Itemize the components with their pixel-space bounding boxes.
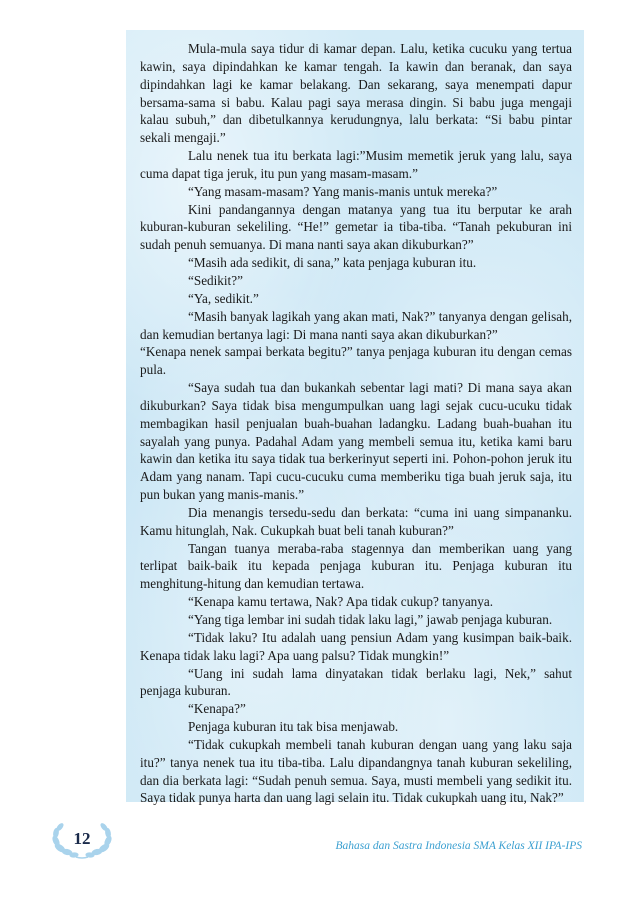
story-paragraph: “Tidak laku? Itu adalah uang pensiun Adam yang kusimpan baik-baik. Kenapa tidak laku lagi? Apa uang palsu? Tidak mungkin!” — [140, 629, 572, 663]
story-paragraph: Dia menangis tersedu-sedu dan berkata: “cuma ini uang simpananku. Kamu hitunglah, Nak. Cukupkah buat beli tanah kuburan?” — [140, 504, 572, 538]
story-paragraph: “Yang masam-masam? Yang manis-manis untuk mereka?” — [188, 183, 498, 199]
story-paragraph: Tangan tuanya meraba-raba stagennya dan memberikan uang yang terlipat baik-baik itu kepada penjaga kuburan itu. Penjaga kuburan itu menghitung-hitung dan kemudian tertawa. — [140, 540, 572, 592]
story-paragraph: “Uang ini sudah lama dinyatakan tidak berlaku lagi, Nek,” sahut penjaga kuburan. — [140, 665, 572, 699]
story-body — [140, 40, 572, 807]
story-paragraph: “Tidak cukupkah membeli tanah kuburan dengan uang yang laku saja itu?” tanya nenek tua itu tiba-tiba. Lalu dipandangnya tanah kuburan sekeliling, dan dia berkata lagi: “Sudah penuh semua. Saya, musti membeli yang sedikit itu. Saya tidak punya harta dan uang lagi selain itu. Tidak cukupkah uang itu, Nak?” — [140, 736, 572, 806]
story-paragraph: “Saya sudah tua dan bukankah sebentar lagi mati? Di mana saya akan dikuburkan? Saya tidak bisa mengumpulkan uang lagi sejak cucu-ucuku tidak membagikan hasil penjualan buah-buahan ladangku. Ladang buah-buahan itu sayalah yang punya. Padahal Adam yang membeli semua itu, ketika kami baru kawin dan ketika itu saya tidak tua berkerinyut seperti ini. Pohon-pohon jeruk itu Adam yang nanam. Tapi cucu-cucuku cuma memberiku tiga buah jeruk saja, itu pun bukan yang manis-manis.” — [140, 380, 572, 503]
story-paragraph: “Ya, sedikit.” — [188, 290, 259, 306]
story-paragraph: “Yang tiga lembar ini sudah tidak laku lagi,” jawab penjaga kuburan. — [188, 612, 553, 627]
story-paragraph: “Kenapa kamu tertawa, Nak? Apa tidak cukup? tanyanya. — [188, 594, 494, 610]
story-paragraph: “Masih ada sedikit, di sana,” kata penjaga kuburan itu. — [188, 255, 477, 271]
page-number-badge — [50, 822, 114, 860]
story-paragraph: Kini pandangannya dengan matanya yang tua itu berputar ke arah kuburan-kuburan sekeliling. “He!” gemetar ia tiba-tiba. “Tanah pekuburan ini sudah penuh semuanya. Di mana nanti saya akan dikuburkan?” — [140, 201, 572, 253]
story-paragraph: “Masih banyak lagikah yang akan mati, Nak?” tanyanya dengan gelisah, dan kemudian bertanya lagi: Di mana nanti saya akan dikuburkan?” — [140, 308, 572, 342]
story-paragraph: Lalu nenek tua itu berkata lagi:”Musim memetik jeruk yang lalu, saya cuma dapat tiga jeruk, itu pun yang masam-masam.” — [140, 148, 572, 181]
page-number: 12 — [73, 829, 91, 848]
story-paragraph: “Kenapa nenek sampai berkata begitu?” tanya penjaga kuburan itu dengan cemas pula. — [140, 344, 572, 378]
book-title-footer: Bahasa dan Sastra Indonesia SMA Kelas XII IPA-IPS — [335, 840, 582, 852]
story-text-panel — [126, 30, 584, 806]
story-paragraph: Mula-mula saya tidur di kamar depan. Lalu, ketika cucuku yang tertua kawin, saya dipindahkan ke kamar tengah. Ia kawin dan beranak, dan saya dipindahkan lagi ke kamar belakang. Dan sekarang, saya menempati dapur bersama-sama si babu. Kalau pagi saya merasa dingin. Si babu juga mengaji kalau subuh,” dan dibetulkannya kerudungnya, lalu berkata: “Si babu pintar sekali mengaji.” — [140, 41, 572, 146]
story-paragraph: “Kenapa?” — [188, 701, 246, 717]
story-paragraph: “Sedikit?” — [188, 272, 243, 288]
story-paragraph: Penjaga kuburan itu tak bisa menjawab. — [188, 719, 399, 735]
